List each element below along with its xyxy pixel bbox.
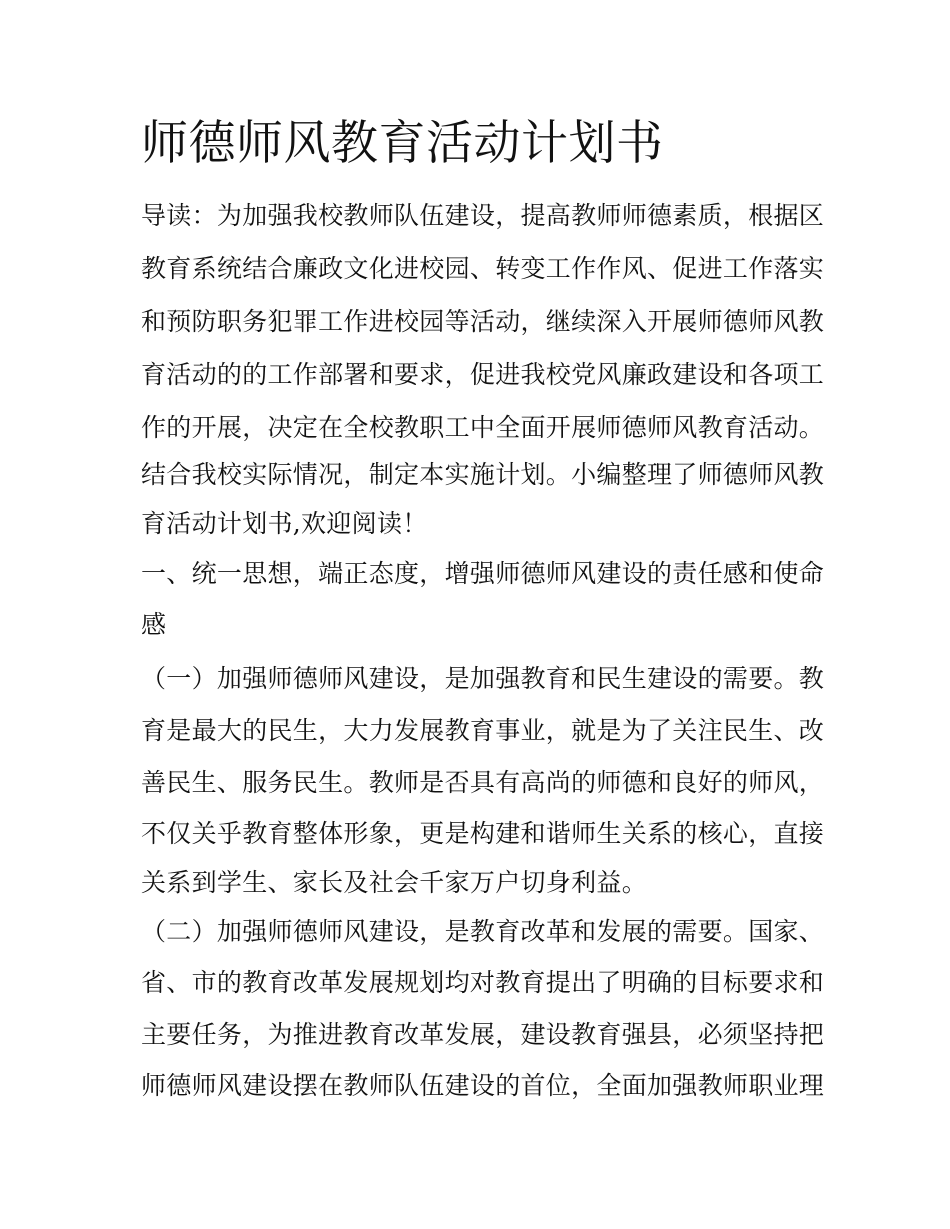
body-line: 主要任务，为推进教育改革发展，建设教育强县，必须坚持把 xyxy=(141,1020,825,1049)
body-line: 育是最大的民生，大力发展教育事业，就是为了关注民生、改 xyxy=(141,716,825,745)
body-line: 教育系统结合廉政文化进校园、转变工作作风、促进工作落实 xyxy=(141,254,825,283)
body-line: 善民生、服务民生。教师是否具有高尚的师德和良好的师风， xyxy=(141,768,825,797)
body-line: 育活动计划书,欢迎阅读！ xyxy=(141,509,428,538)
body-line: 感 xyxy=(141,610,167,639)
body-line: 结合我校实际情况，制定本实施计划。小编整理了师德师风教 xyxy=(141,460,825,489)
body-line: （二）加强师德师风建设，是教育改革和发展的需要。国家、 xyxy=(141,917,825,946)
body-line: 一、统一思想，端正态度，增强师德师风建设的责任感和使命 xyxy=(141,559,825,588)
document-title: 师德师风教育活动计划书 xyxy=(141,116,664,171)
body-line: 和预防职务犯罪工作进校园等活动，继续深入开展师德师风教 xyxy=(141,307,825,336)
body-line: 不仅关乎教育整体形象，更是构建和谐师生关系的核心，直接 xyxy=(141,819,825,848)
body-line: 关系到学生、家长及社会千家万户切身利益。 xyxy=(141,868,648,897)
body-line: 省、市的教育改革发展规划均对教育提出了明确的目标要求和 xyxy=(141,968,825,997)
body-line: 导读：为加强我校教师队伍建设，提高教师师德素质，根据区 xyxy=(141,201,825,230)
body-line: 育活动的的工作部署和要求，促进我校党风廉政建设和各项工 xyxy=(141,360,825,389)
body-line: 师德师风建设摆在教师队伍建设的首位，全面加强教师职业理 xyxy=(141,1071,825,1100)
body-line: 作的开展，决定在全校教职工中全面开展师德师风教育活动。 xyxy=(141,413,825,442)
body-line: （一）加强师德师风建设，是加强教育和民生建设的需要。教 xyxy=(141,664,825,693)
